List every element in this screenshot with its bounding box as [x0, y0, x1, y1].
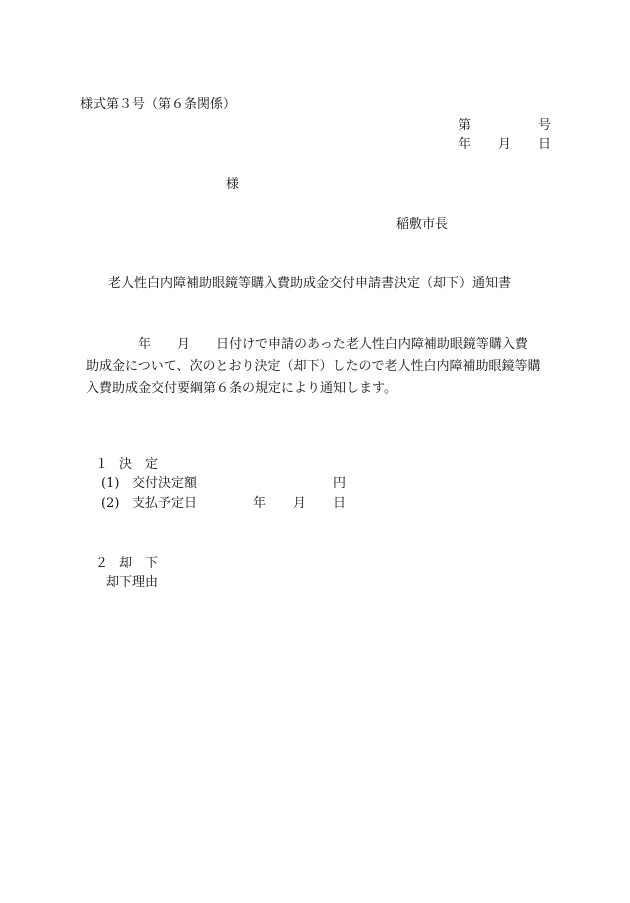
item1-label: 交付決定額: [132, 476, 198, 491]
document-number-suffix: 号: [538, 118, 552, 133]
document-number-prefix: 第: [458, 118, 472, 133]
item2-label: 支払予定日: [132, 496, 198, 511]
item2-day: 日: [333, 496, 347, 511]
section2-number: ２: [95, 556, 109, 571]
issuer: 稲敷市長: [396, 217, 449, 232]
item1-unit: 円: [333, 476, 347, 491]
date-day: 日: [538, 137, 552, 152]
notice-body: [88, 334, 558, 400]
form-label: 様式第３号（第６条関係）: [80, 97, 237, 112]
item2-year: 年: [253, 496, 267, 511]
date-year: 年: [458, 137, 472, 152]
item2-month: 月: [293, 496, 307, 511]
notice-body-line-2: 助成金について、次のとおり決定（却下）したので老人性白内障補助眼鏡等購: [86, 359, 541, 374]
document-title: 老人性白内障補助眼鏡等購入費助成金交付申請書決定（却下）通知書: [108, 276, 512, 291]
item1-number: (1): [101, 476, 120, 491]
section1-number: １: [95, 457, 109, 472]
date-month: 月: [498, 137, 512, 152]
notice-body-line-3: 入費助成金交付要綱第６条の規定により通知します。: [86, 381, 397, 396]
section2-heading: 却 下: [119, 556, 159, 571]
recipient-suffix: 様: [226, 177, 240, 192]
notice-body-line-1: 年 月 日付けで申請のあった老人性白内障補助眼鏡等購入費: [86, 337, 528, 352]
item2-number: (2): [101, 496, 120, 511]
section1-heading: 決 定: [119, 457, 159, 472]
rejection-reason-label: 却下理由: [106, 575, 159, 590]
